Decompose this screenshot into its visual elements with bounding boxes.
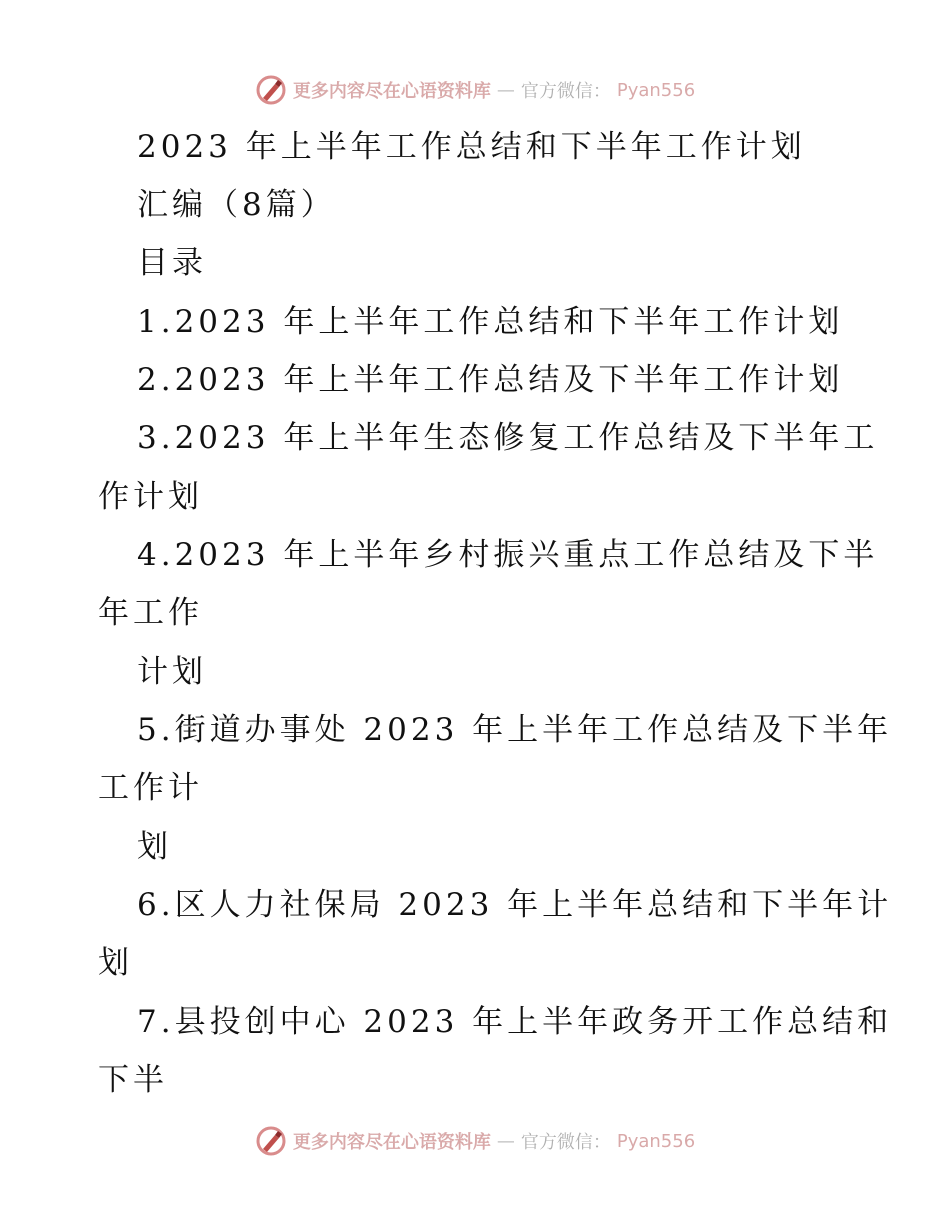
watermark-dash: — (496, 79, 515, 101)
toc-line: 7.县投创中心 2023 年上半年政务开工作总结和 (137, 1004, 893, 1040)
toc-line: 6.区人力社保局 2023 年上半年总结和下半年计 (137, 887, 893, 923)
toc-line: 2.2023 年上半年工作总结及下半年工作计划 (137, 362, 844, 398)
watermark-dash: — (496, 1130, 515, 1152)
watermark-main-text: 更多内容尽在心语资料库 (292, 1132, 491, 1153)
watermark-id: Pyan556 (616, 1130, 696, 1152)
footer-watermark (0, 1125, 950, 1157)
toc-line: 4.2023 年上半年乡村振兴重点工作总结及下半 (137, 537, 879, 573)
toc-line: 下半 (98, 1062, 168, 1098)
toc-line: 3.2023 年上半年生态修复工作总结及下半年工 (137, 420, 879, 456)
header-watermark (0, 74, 950, 106)
toc-line: 工作计 (98, 770, 203, 806)
pen-circle-logo-icon (255, 74, 287, 106)
toc-line: 划 (98, 945, 133, 981)
toc-line: 计划 (137, 654, 207, 690)
document-title-line-1: 2023 年上半年工作总结和下半年工作计划 (137, 129, 806, 165)
toc-line: 5.街道办事处 2023 年上半年工作总结及下半年 (137, 712, 893, 748)
toc-line: 1.2023 年上半年工作总结和下半年工作计划 (137, 304, 844, 340)
toc-line: 作计划 (98, 479, 203, 515)
toc-line: 年工作 (98, 595, 203, 631)
document-title-line-2: 汇编（8篇） (137, 187, 336, 223)
toc-heading: 目录 (137, 245, 207, 281)
watermark-label: 官方微信： (520, 1132, 611, 1153)
watermark-id: Pyan556 (616, 79, 696, 101)
watermark-label: 官方微信： (520, 81, 611, 102)
toc-line: 划 (137, 829, 172, 865)
pen-circle-logo-icon (255, 1125, 287, 1157)
watermark-main-text: 更多内容尽在心语资料库 (292, 81, 491, 102)
